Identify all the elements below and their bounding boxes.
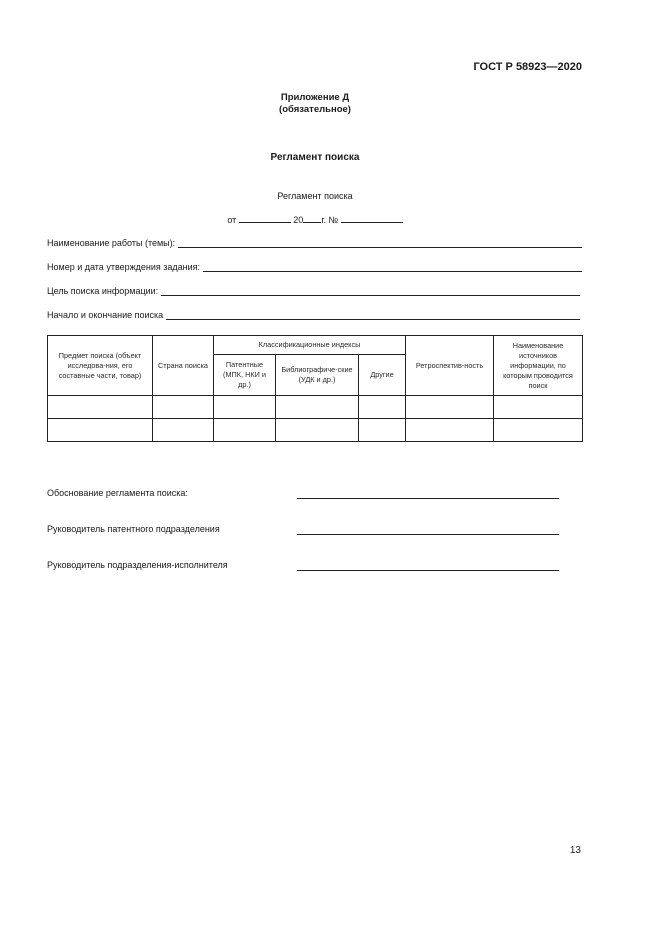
header-other: Другие xyxy=(359,355,406,396)
header-patent: Патентные (МПК, НКИ и др.) xyxy=(214,355,276,396)
table-cell[interactable] xyxy=(359,396,406,419)
document-code: ГОСТ Р 58923—2020 xyxy=(473,61,582,73)
field-label: Наименование работы (темы): xyxy=(47,238,176,248)
field-work-name xyxy=(47,238,582,248)
field-search-goal xyxy=(47,286,580,296)
page-number: 13 xyxy=(569,845,581,856)
table-cell[interactable] xyxy=(494,419,583,442)
field-blank-line[interactable] xyxy=(166,310,580,320)
form-date-line xyxy=(0,213,630,225)
date-year-prefix: 20 xyxy=(293,215,304,225)
header-country: Страна поиска xyxy=(153,336,214,396)
table-cell[interactable] xyxy=(48,419,153,442)
table-cell[interactable] xyxy=(494,396,583,419)
signature-line[interactable] xyxy=(297,498,559,499)
signature-label: Руководитель подразделения-исполнителя xyxy=(47,560,228,570)
header-subject: Предмет поиска (объект исследова-ния, его составные части, товар) xyxy=(48,336,153,396)
table-cell[interactable] xyxy=(153,419,214,442)
header-retrospective: Ретроспектив-ность xyxy=(406,336,494,396)
signature-label: Обоснование регламента поиска: xyxy=(47,488,188,498)
form-caption: Регламент поиска xyxy=(277,191,353,201)
table-cell[interactable] xyxy=(276,419,359,442)
table-cell[interactable] xyxy=(214,396,276,419)
section-title: Регламент поиска xyxy=(270,152,360,163)
annex-heading xyxy=(0,92,630,116)
header-bibliographic: Библиографиче-ские (УДК и др.) xyxy=(276,355,359,396)
table-row xyxy=(48,396,583,419)
field-task-number xyxy=(47,262,582,272)
signature-justification xyxy=(47,488,567,498)
table-cell[interactable] xyxy=(359,419,406,442)
date-blank[interactable] xyxy=(239,213,291,223)
year-blank[interactable] xyxy=(303,213,321,223)
signature-label: Руководитель патентного подразделения xyxy=(47,524,220,534)
field-label: Цель поиска информации: xyxy=(47,286,159,296)
header-class-indices: Классификационные индексы xyxy=(214,336,406,355)
signature-patent-head xyxy=(47,524,567,534)
date-year-suffix: г. № xyxy=(321,215,339,225)
field-blank-line[interactable] xyxy=(178,238,582,248)
field-search-period xyxy=(47,310,580,320)
field-label: Начало и окончание поиска xyxy=(47,310,164,320)
header-sources: Наименование источников информации, по которым проводится поиск xyxy=(494,336,583,396)
field-blank-line[interactable] xyxy=(161,286,580,296)
table-cell[interactable] xyxy=(153,396,214,419)
table-cell[interactable] xyxy=(214,419,276,442)
table-cell[interactable] xyxy=(406,396,494,419)
field-blank-line[interactable] xyxy=(203,262,582,272)
signature-line[interactable] xyxy=(297,570,559,571)
annex-status: (обязательное) xyxy=(279,104,351,115)
date-from-label: от xyxy=(227,215,237,225)
signature-line[interactable] xyxy=(297,534,559,535)
signature-executor-head xyxy=(47,560,567,570)
table-cell[interactable] xyxy=(48,396,153,419)
table-cell[interactable] xyxy=(406,419,494,442)
search-table xyxy=(47,335,583,442)
field-label: Номер и дата утверждения задания: xyxy=(47,262,201,272)
table-cell[interactable] xyxy=(276,396,359,419)
annex-title: Приложение Д xyxy=(280,92,350,103)
number-blank[interactable] xyxy=(341,213,403,223)
table-row xyxy=(48,419,583,442)
